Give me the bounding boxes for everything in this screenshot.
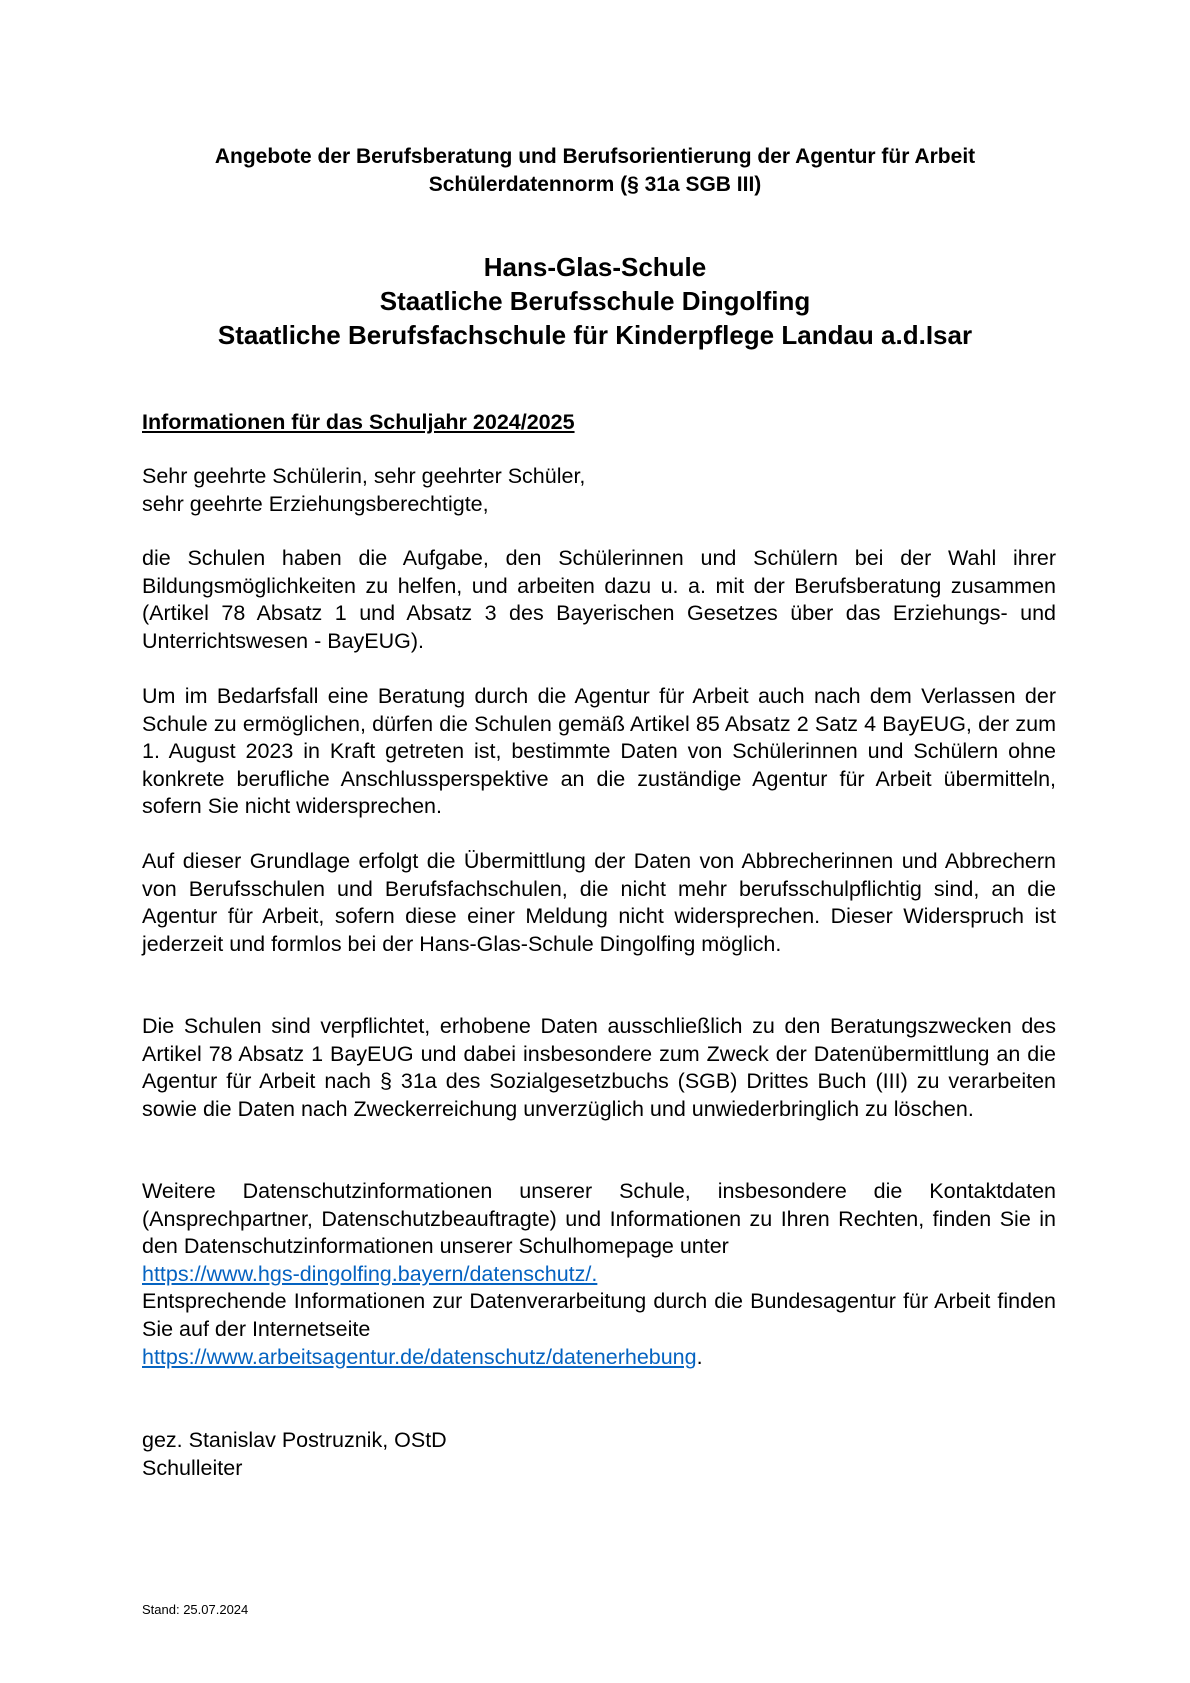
agency-header-line1: Angebote der Berufsberatung und Berufsorientierung der Agentur für Arbeit <box>214 145 976 168</box>
school-line3: Staatliche Berufsfachschule für Kinderpflege Landau a.d.Isar <box>217 320 973 350</box>
school-header <box>0 250 1190 352</box>
salutation-line1: Sehr geehrte Schülerin, sehr geehrter Schüler, <box>142 464 586 488</box>
school-name: Hans-Glas-Schule <box>483 252 707 282</box>
agency-info-text: Entsprechende Informationen zur Datenverarbeitung durch die Bundesagentur für Arbeit finden Sie auf der Internetseite <box>142 1289 1056 1341</box>
paragraph-5 <box>142 1178 1056 1371</box>
section-title: Informationen für das Schuljahr 2024/2025 <box>142 410 575 434</box>
paragraph-2: Um im Bedarfsfall eine Beratung durch die Agentur für Arbeit auch nach dem Verlassen der Schule zu ermöglichen, dürfen die Schulen gemäß Artikel 85 Absatz 2 Satz 4 BayEUG, der zum 1. August 2023 in Kraft getreten ist, bestimmte Daten von Schülerinnen und Schülern ohne konkrete berufliche Anschlussperspektive an die zuständige Agentur für Arbeit übermitteln, sofern Sie nicht widersprechen. <box>142 684 1056 819</box>
salutation <box>142 463 1056 518</box>
agency-privacy-link[interactable]: https://www.arbeitsagentur.de/datenschutz/datenerhebung <box>142 1344 697 1369</box>
signature-title: Schulleiter <box>142 1455 243 1480</box>
privacy-info-text: Weitere Datenschutzinformationen unserer Schule, insbesondere die Kontaktdaten (Ansprechpartner, Datenschutzbeauftragte) und Informationen zu Ihren Rechten, finden Sie in den Datenschutzinformationen unserer Schulhomepage unter <box>142 1179 1056 1259</box>
footer-date: Stand: 25.07.2024 <box>142 1602 249 1617</box>
agency-header-line2: Schülerdatennorm (§ 31a SGB III) <box>428 173 762 196</box>
salutation-line2: sehr geehrte Erziehungsberechtigte, <box>142 491 489 516</box>
school-privacy-link[interactable]: https://www.hgs-dingolfing.bayern/datenschutz/. <box>142 1261 598 1286</box>
signature-name: gez. Stanislav Postruznik, OStD <box>142 1428 447 1452</box>
paragraph-3: Auf dieser Grundlage erfolgt die Übermittlung der Daten von Abbrecherinnen und Abbrechern von Berufsschulen und Berufsfachschulen, die nicht mehr berufsschulpflichtig sind, an die Agentur für Arbeit, sofern diese einer Meldung nicht widersprechen. Dieser Widerspruch ist jederzeit und formlos bei der Hans-Glas-Schule Dingolfing möglich. <box>142 849 1056 956</box>
link-suffix: . <box>696 1344 703 1369</box>
paragraph-1: die Schulen haben die Aufgabe, den Schülerinnen und Schülern bei der Wahl ihrer Bildungsmöglichkeiten zu helfen, und arbeiten dazu u. a. mit der Berufsberatung zusammen (Artikel 78 Absatz 1 und Absatz 3 des Bayerischen Gesetzes über das Erziehungs- und Unterrichtswesen - BayEUG). <box>142 546 1056 653</box>
agency-header <box>0 143 1190 199</box>
signature <box>142 1427 1056 1482</box>
paragraph-4: Die Schulen sind verpflichtet, erhobene Daten ausschließlich zu den Beratungszwecken des Artikel 78 Absatz 1 BayEUG und dabei insbesondere zum Zweck der Datenübermittlung an die Agentur für Arbeit nach § 31a des Sozialgesetzbuchs (SGB) Drittes Buch (III) zu verarbeiten sowie die Daten nach Zweckerreichung unverzüglich und unwiederbringlich zu löschen. <box>142 1014 1056 1121</box>
school-line2: Staatliche Berufsschule Dingolfing <box>379 286 811 316</box>
